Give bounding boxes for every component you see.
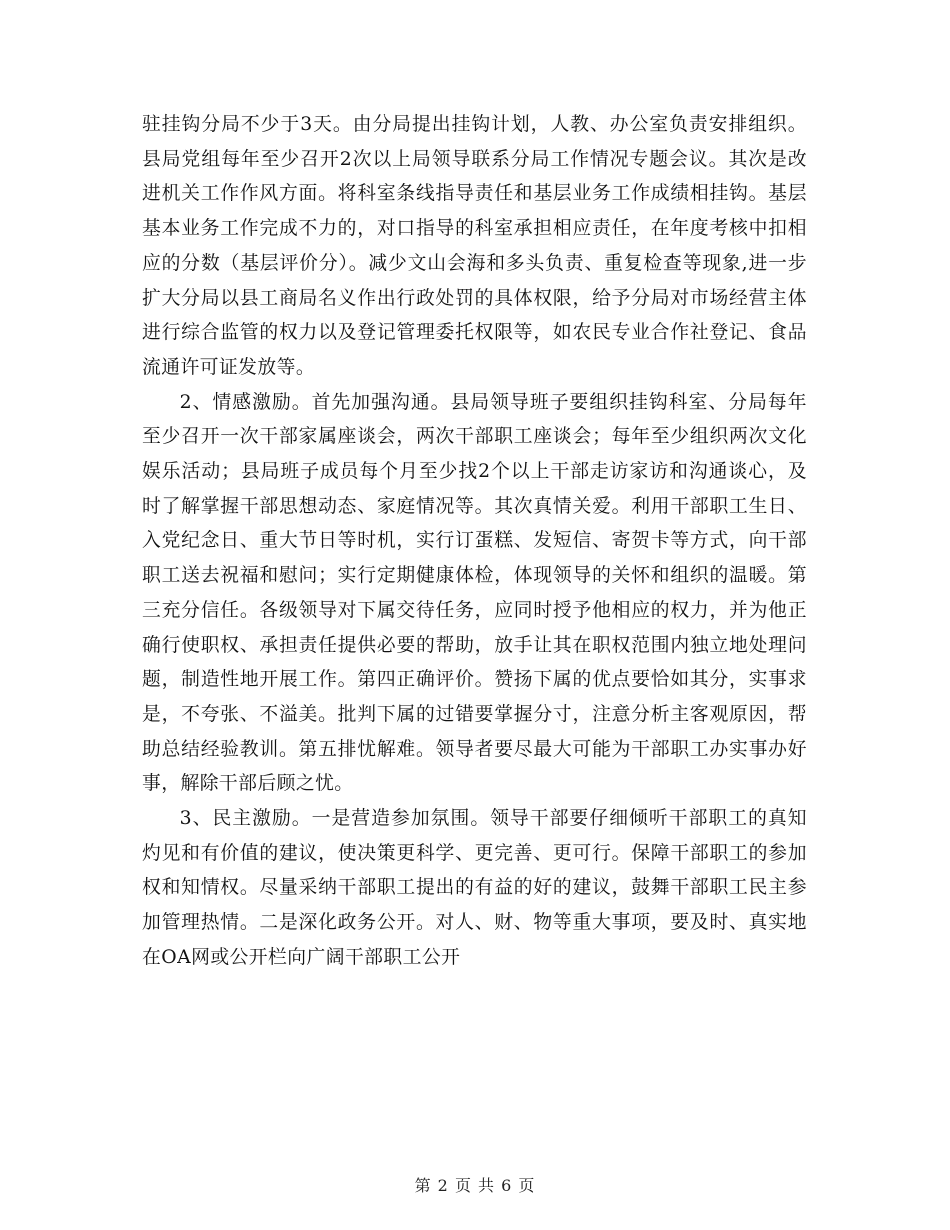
paragraph-continuation: 驻挂钩分局不少于3天。由分局提出挂钩计划，人教、办公室负责安排组织。县局党组每年至少召开2次以上局领导联系分局工作情况专题会议。其次是改进机关工作作风方面。将科室条线指导责任和基层业务工作成绩相挂钩。基层基本业务工作完成不力的，对口指导的科室承担相应责任，在年度考核中扣相应的分数（基层评价分）。减少文山会海和多头负责、重复检查等现象,进一步扩大分局以县工商局名义作出行政处罚的具体权限，给予分局对市场经营主体进行综合监管的权力以及登记管理委托权限等，如农民专业合作社登记、食品流通许可证发放等。 (142, 114, 807, 378)
page-number-footer: 第 2 页 共 6 页 (414, 1176, 536, 1195)
paragraph-democratic-incentive: 3、民主激励。一是营造参加氛围。领导干部要仔细倾听干部职工的真知灼见和有价值的建议，使决策更科学、更完善、更可行。保障干部职工的参加权和知情权。尽量采纳干部职工提出的有益的好的建议，鼓舞干部职工民主参加管理热情。二是深化政务公开。对人、财、物等重大事项，要及时、真实地在OA网或公开栏向广阔干部职工公开 (142, 808, 807, 968)
document-body (142, 108, 807, 976)
paragraph-emotional-incentive: 2、情感激励。首先加强沟通。县局领导班子要组织挂钩科室、分局每年至少召开一次干部家属座谈会，两次干部职工座谈会；每年至少组织两次文化娱乐活动；县局班子成员每个月至少找2个以上干部走访家访和沟通谈心，及时了解掌握干部思想动态、家庭情况等。其次真情关爱。利用干部职工生日、入党纪念日、重大节日等时机，实行订蛋糕、发短信、寄贺卡等方式，向干部职工送去祝福和慰问；实行定期健康体检，体现领导的关怀和组织的温暖。第三充分信任。各级领导对下属交待任务，应同时授予他相应的权力，并为他正确行使职权、承担责任提供必要的帮助，放手让其在职权范围内独立地处理问题，制造性地开展工作。第四正确评价。赞扬下属的优点要恰如其分，实事求是，不夸张、不溢美。批判下属的过错要掌握分寸，注意分析主客观原因，帮助总结经验教训。第五排忧解难。领导者要尽最大可能为干部职工办实事办好事，解除干部后顾之忧。 (142, 391, 807, 795)
